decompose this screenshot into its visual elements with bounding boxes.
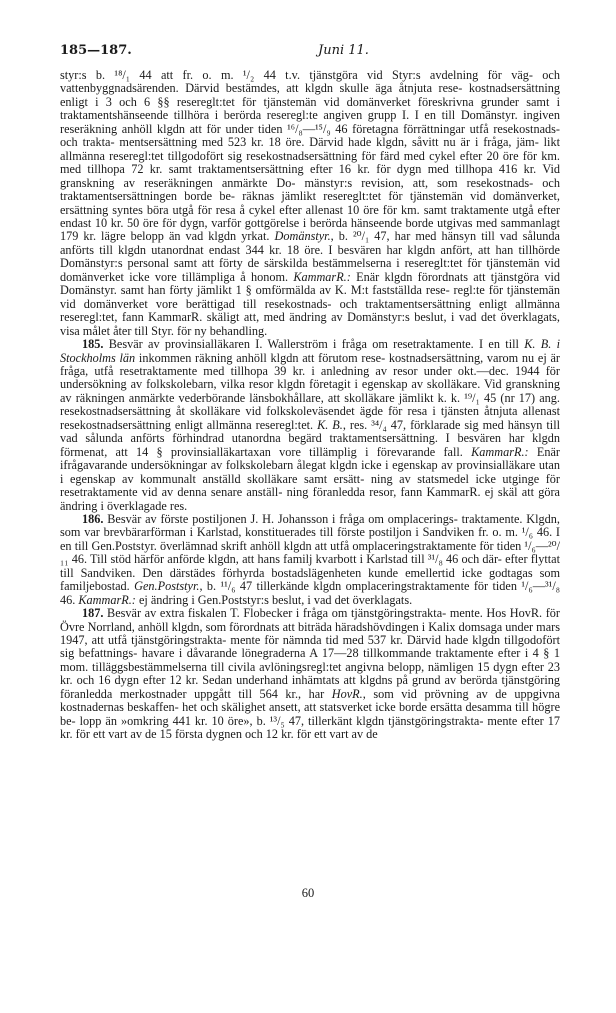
text-run: Besvär av förste postiljonen J. H. Johansson i fråga om omplacerings- traktamente. Klgdn, som var brevbärarförman i Karlstad, konstituerades till förste postiljon i Sandviken fr. o. m. ¹/₆ 46. I en till Gen.Poststyr. överlämnad skrift anhöll klgdn att utfå omplaceringstraktamente för tiden ¹/₆—²⁰/₁₁ 46. Till stöd härför anförde klgdn, att hans familj kvarbott i Karlstad till ³¹/₈ 46 och där- efter flyttat till Sandviken. Den därstädes förhyrda bostadslägenheten kunde emellertid icke godtagas som familjebostad. (60, 511, 560, 594)
text-run: Enär klgdn förordnats att tjänstgöra vid Domänstyr. samt han förty jämlikt 1 § omförmälda av K. M:t fastställda rese- regl:te för tjänstemän vid domänverket vore berättigad till resekostnads- och traktamentsersättning enligt allmänna reseregl:tet, fann KammarR. skäligt att, med ändring av Domänstyr:s beslut, i vad det överklagats, visa målet åter till Styr. för ny behandling. (60, 269, 560, 338)
text-run: inkommen räkning anhöll klgdn att förutom rese- kostnadsersättning, varom nu ej är fråga, utfå resetraktamente med tillhopa 39 kr. i anledning av resor under okt.—dec. 1944 för undersökning av folkskolebarn, vilka resor klgdn företagit i egenskap av skolläkare. Vid granskning av räkningen anmärkte vederbörande länsbokhållare, att skolläkare jämlikt k. k. ¹⁹/₁ 45 (nr 17) ang. resekostnadsersättning åt skolläkare vid folkskoleväsendet ägde för resa i tjänsten åtnjuta allenast resekostnadsersättning enligt allmänna reseregl:tet. (60, 350, 560, 432)
italic-reference: HovR. (331, 686, 363, 701)
italic-reference: KammarR.: (293, 269, 351, 284)
text-run: , som vid prövning av de uppgivna kostnadernas beskaffen- het och skälighet ansett, att statsverket icke borde ersätta desamma till högre be- lopp än »omkring 441 kr. 10 öre», b. ¹³/₅ 47, tillerkänt klgdn tjänstgöringstrakta- mente efter 17 kr. för ett vart av de 15 första dygnen och 12 kr. för ett vart av de (60, 686, 560, 742)
page-date: Juni 11. (318, 43, 369, 58)
italic-reference: K. B. (317, 417, 343, 432)
text-run: ej ändring i Gen.Poststyr:s beslut, i vad det överklagats. (135, 592, 413, 607)
running-head (60, 43, 556, 61)
section-range: 185—187. (60, 43, 132, 58)
italic-reference: K. B. i Stockholms län (60, 337, 561, 365)
text-run: styr:s b. ¹⁸/₁ 44 att fr. o. m. ¹/₂ 44 t.v. tjänstgöra vid Styr:s avdelning för väg- och vattenbyggnadsärenden. Därvid bestämdes, att klgdn skulle äga åtnjuta rese- kostnadsersättning enligt i 3 och 6 §§ resereglt:tet för tjänstemän vid domänverket föreskrivna grunder samt i traktamentshänseende tillhöra i berörda reseregl:te angiven grupp I. I en till Domänstyr. ingiven reseräkning anhöll klgdn att för under tiden ¹⁶/₈—¹⁵/₉ 46 företagna förrättningar utfå resekostnads- och trakta- mentsersättning med 523 kr. 18 öre. Därvid hade klgdn, såvitt nu är i fråga, jäm- likt allmänna reseregl:tet tillgodofört sig resekostnadsersättning för färd med cykel efter 20 öre för km. med tillhopa 72 kr. samt traktamentsersättning efter 16 kr. för dygn med tillhopa 416 kr. Vid granskning av reseräkningen anmärkte Do- mänstyr:s revision, att, som resekostnads- och traktamentsersättningen borde be- räknas jämlikt resereglt:tet för tjänstemän vid domänverket, ersättning syntes böra utgå för resa å cykel efter allenast 10 öre för km. samt traktamente utgå efter endast 10 kr. 50 öre för dygn, varför gottgörelse i berörda hänseende borde utgivas med sammanlagt 179 kr. lägre belopp än vad klgdn yrkat. (60, 68, 560, 244)
section-186 (60, 513, 560, 607)
text-run: Enär ifrågavarande undersökningar av folkskolebarn ålegat klgdn icke i egenskap av provinsialläkare utan i egenskap av kommunalt anställd skolläkare samt ersätt- ning av statsmedel icke utginge för resetraktamente vid av denna senare anställ- ning föranledda resor, fann KammarR. ej skäl att göra ändring i överklagade res. (60, 444, 560, 513)
page-number: 60 (301, 886, 315, 900)
paragraph-continuation (60, 69, 560, 338)
section-187 (60, 607, 560, 742)
text-run: , res. ³⁴/₄ 47, förklarade sig med hänsyn till vad sålunda anförts förhindrad utanordna begärd traktamentsersättning. I besvären har klgdn förmenat, att 14 § provinsialläkartaxan vore tillämplig i förevarande fall. (60, 417, 561, 459)
italic-reference: KammarR.: (78, 592, 136, 607)
body-text (60, 69, 560, 742)
text-run: , b. ²⁰/₁ 47, har med hänsyn till vad sålunda anförts till klgdn utanordnat endast 344 kr. 18 öre. I besvären har klgdn anfört, att han tillhörde Domänstyr:s personal samt att förty de särskilda bestämmelserna i resereglt:tet för tjänstemän vid domänverket icke vore tillämpliga å honom. (60, 229, 560, 284)
section-number: 187. (82, 606, 104, 621)
section-185 (60, 338, 560, 513)
text-run: Besvär av extra fiskalen T. Flobecker i fråga om tjänstgöringstrakta- mente. Hos HovR. för Övre Norrland, anhöll klgdn, som förordnats att biträda häradshövdingen i Kalix domsaga under mars 1947, att utfå tjänstgöringstrakta- mente för nämnda tid med 537 kr. Därvid hade klgdn tillgodofört sig befattnings- havare i dåvarande lönegraderna A 17—28 tillkommande traktamente efter i 4 § 1 mom. tilläggsbestämmelserna till civila avlöningsregl:tet angivna belopp, nämligen 15 dygn efter 23 kr. och 16 dygn efter 12 kr. Sedan underhand inhämtats att klgdns på grund av berörda tjänstgöring föranledda merkostnader uppgått till 564 kr., har (60, 606, 560, 701)
text-run: Besvär av provinsialläkaren I. Wallerström i fråga om resetraktamente. I en till (103, 337, 525, 352)
italic-reference: Domänstyr. (274, 229, 331, 244)
italic-reference: Gen.Poststyr. (134, 579, 200, 594)
section-number: 186. (82, 511, 104, 526)
text-run: , b. ¹¹/₆ 47 tillerkände klgdn omplaceringstraktamente för tiden ¹/₆—³¹/₈ 46. (60, 579, 560, 607)
italic-reference: KammarR.: (471, 444, 529, 459)
section-number: 185. (82, 337, 104, 352)
